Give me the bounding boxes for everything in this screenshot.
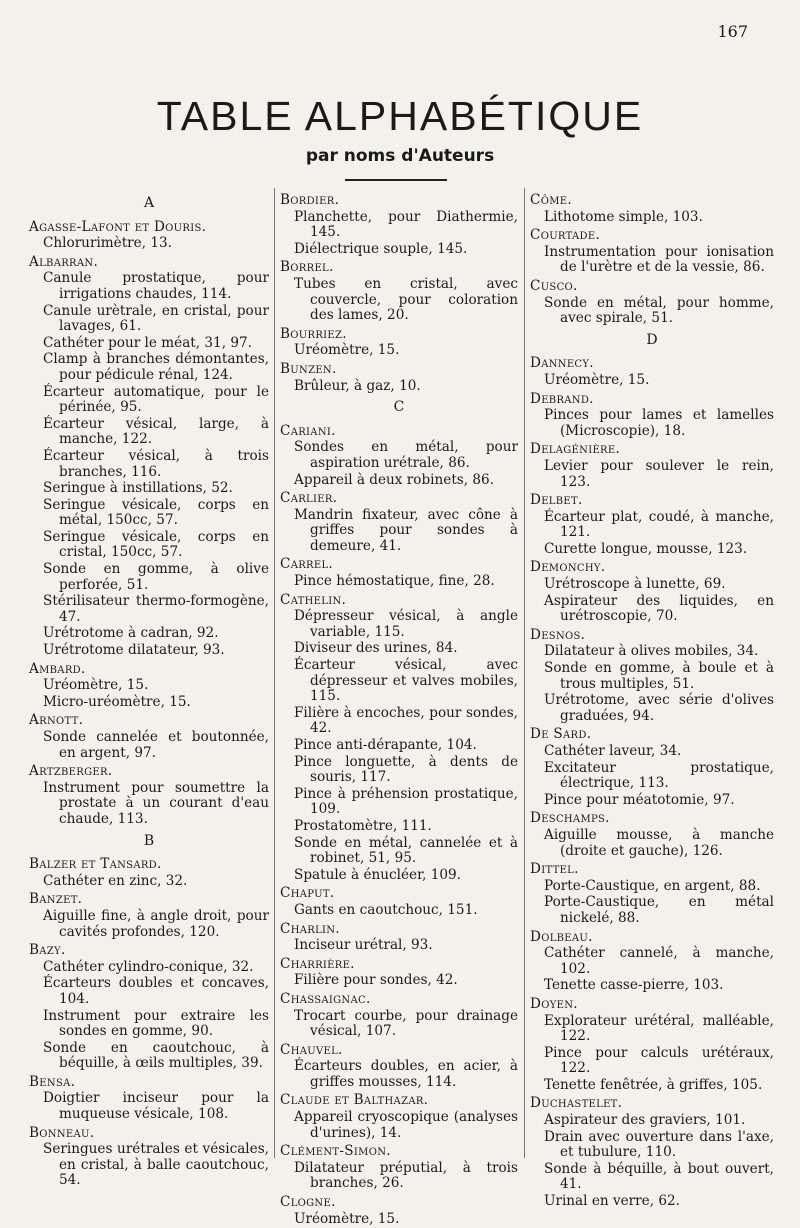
author-name: Claude et Balthazar. (280, 1092, 429, 1109)
author-entry (530, 727, 774, 808)
author-entry (280, 557, 518, 589)
instrument-item: Stérilisateur thermo-formogène, 47. (43, 593, 269, 625)
instrument-item: Pince à préhension prostatique, 109. (294, 785, 518, 818)
author-name: Clément-Simon. (280, 1143, 391, 1160)
instrument-item: Sonde en métal, pour homme, avec spirale, 51. (544, 294, 774, 327)
author-entry (530, 279, 774, 327)
instrument-item: Pince anti-dérapante, 104. (294, 737, 477, 753)
instrument-item: Écarteurs doubles, en acier, à griffes mousses, 114. (294, 1058, 518, 1090)
author-name: Doyen. (530, 995, 578, 1012)
author-name: Dannecy. (530, 355, 594, 372)
instrument-item: Planchette, pour Diathermie, 145. (294, 208, 518, 241)
instrument-item: Urétrotome dilatateur, 93. (43, 642, 225, 659)
author-entry (29, 764, 269, 827)
index-column-3 (530, 190, 774, 1211)
author-entry (530, 1096, 774, 1209)
instrument-item: Appareil cryoscopique (analyses d'urines), 14. (294, 1109, 518, 1141)
instrument-item: Sondes en métal, pour aspiration urétrale, 86. (294, 439, 518, 471)
instrument-item: Pince pour calculs urétéraux, 122. (544, 1044, 774, 1077)
instrument-item: Tenette casse-pierre, 103. (544, 977, 724, 994)
instrument-item: Prostatomètre, 111. (294, 817, 432, 834)
author-entry (530, 442, 774, 490)
author-entry (280, 1043, 518, 1091)
instrument-item: Seringues urétrales et vésicales, en cristal, à balle caoutchouc, 54. (43, 1141, 269, 1189)
author-name: Clogne. (280, 1194, 336, 1211)
instrument-item: Spatule à énucléer, 109. (294, 866, 461, 883)
author-name: Debrand. (530, 390, 594, 407)
instrument-item: Cathéter en zinc, 32. (43, 872, 188, 889)
instrument-item: Écarteur automatique, pour le périnée, 95. (43, 383, 269, 416)
author-name: Agasse-Lafont et Douris. (29, 218, 207, 235)
author-entry (530, 811, 774, 859)
author-entry (280, 957, 518, 989)
author-name: Cariani. (280, 422, 336, 439)
author-name: Duchastelet. (530, 1095, 623, 1112)
instrument-item: Urinal en verre, 62. (544, 1193, 680, 1210)
author-entry (530, 862, 774, 926)
author-name: Bazy. (29, 942, 66, 959)
instrument-item: Pince hémostatique, fine, 28. (294, 573, 495, 590)
author-entry (280, 886, 518, 918)
instrument-item: Écarteur vésical, avec dépresseur et valves mobiles, 115. (294, 657, 518, 705)
instrument-item: Doigtier inciseur pour la muqueuse vésicale, 108. (43, 1090, 269, 1123)
instrument-item: Urétroscope à lunette, 69. (544, 576, 726, 593)
section-letter: C (393, 399, 405, 416)
author-name: Borrel. (280, 259, 334, 276)
author-entry (29, 857, 269, 889)
instrument-item: Dépresseur vésical, à angle variable, 115. (294, 608, 518, 640)
instrument-item: Seringue vésicale, corps en cristal, 150cc, 57. (43, 528, 269, 561)
title-divider (345, 179, 447, 181)
instrument-item: Sonde en métal, cannelée et à robinet, 51, 95. (294, 834, 518, 867)
instrument-item: Pinces pour lames et lamelles (Microscopie), 18. (544, 407, 774, 439)
author-entry (530, 228, 774, 276)
instrument-item: Cathéter cylindro-conique, 32. (43, 958, 254, 975)
author-name: Desnos. (530, 626, 586, 643)
instrument-item: Diélectrique souple, 145. (294, 240, 468, 257)
index-column-2 (280, 190, 518, 1228)
instrument-item: Dilatateur à olives mobiles, 34. (544, 643, 759, 660)
author-entry (280, 922, 518, 954)
author-entry (29, 220, 269, 252)
author-entry (530, 193, 774, 225)
author-name: Bordier. (280, 192, 340, 208)
author-name: Cusco. (530, 277, 578, 294)
instrument-item: Sonde en caoutchouc, à béquille, à œils multiples, 39. (43, 1039, 269, 1072)
instrument-item: Pince longuette, à dents de souris, 117. (294, 753, 518, 786)
author-entry (530, 392, 774, 440)
instrument-item: Seringue vésicale, corps en métal, 150cc, 57. (43, 496, 269, 529)
author-name: Bunzen. (280, 360, 337, 377)
author-entry (280, 362, 518, 394)
index-column-1 (29, 190, 269, 1190)
instrument-item: Sonde en gomme, à boule et à trous multiples, 51. (544, 660, 774, 692)
instrument-item: Explorateur urétéral, malléable, 122. (544, 1012, 774, 1045)
author-entry (280, 1144, 518, 1192)
author-name: Chauvel. (280, 1041, 343, 1058)
author-name: Arnott. (29, 712, 84, 729)
instrument-item: Filière à encoches, pour sondes, 42. (294, 704, 518, 737)
author-name: Bensa. (29, 1073, 76, 1090)
author-name: Courtade. (530, 227, 601, 244)
page-number: 167 (717, 22, 748, 41)
author-entry (29, 255, 269, 659)
instrument-item: Urétrotome, avec série d'olives graduées, 94. (544, 692, 774, 724)
author-entry (280, 327, 518, 359)
instrument-item: Drain avec ouverture dans l'axe, et tubulure, 110. (544, 1128, 774, 1161)
instrument-item: Instrument pour extraire les sondes en gomme, 90. (43, 1007, 269, 1040)
instrument-item: Aiguille mousse, à manche (droite et gauche), 126. (544, 826, 774, 859)
instrument-item: Cathéter pour le méat, 31, 97. (43, 334, 252, 351)
section-letter: A (143, 195, 155, 211)
instrument-item: Excitateur prostatique, électrique, 113. (544, 759, 774, 792)
author-entry (280, 593, 518, 884)
author-name: Banzet. (29, 891, 83, 908)
instrument-item: Porte-Caustique, en métal nickelé, 88. (544, 894, 774, 926)
instrument-item: Appareil à deux robinets, 86. (294, 471, 495, 488)
instrument-item: Lithotome simple, 103. (544, 208, 703, 225)
instrument-item: Tenette fenêtrée, à griffes, 105. (544, 1076, 763, 1093)
author-entry (280, 992, 518, 1040)
instrument-item: Instrumentation pour ionisation de l'urètre et de la vessie, 86. (544, 243, 774, 276)
instrument-item: Aspirateur des liquides, en urétroscopie, 70. (544, 592, 774, 625)
section-letter: B (143, 832, 155, 849)
author-name: Charlin. (280, 920, 340, 937)
instrument-item: Aspirateur des graviers, 101. (544, 1112, 746, 1129)
author-name: Demonchy. (530, 559, 606, 576)
author-name: De Sard. (530, 726, 592, 743)
author-entry (29, 1126, 269, 1189)
instrument-item: Sonde cannelée et boutonnée, en argent, 97. (43, 729, 269, 761)
instrument-item: Urétrotome à cadran, 92. (43, 625, 219, 642)
page-subtitle: par noms d'Auteurs (305, 146, 495, 166)
author-name: Albarran. (29, 253, 99, 270)
author-name: Delagénière. (530, 441, 621, 458)
instrument-item: Diviseur des urines, 84. (294, 640, 458, 657)
instrument-item: Chlorurimètre, 13. (43, 235, 172, 252)
instrument-item: Mandrin fixateur, avec cône à griffes pour sondes à demeure, 41. (294, 506, 518, 554)
author-entry (530, 930, 774, 994)
author-entry (530, 493, 774, 557)
instrument-item: Sonde à béquille, à bout ouvert, 41. (544, 1160, 774, 1193)
author-name: Côme. (530, 192, 572, 208)
instrument-item: Uréomètre, 15. (544, 371, 650, 388)
author-entry (29, 713, 269, 761)
page-title: TABLE ALPHABÉTIQUE (156, 93, 644, 139)
instrument-item: Aiguille fine, à angle droit, pour cavités profondes, 120. (43, 907, 269, 940)
instrument-item: Uréomètre, 15. (43, 677, 149, 694)
instrument-item: Levier pour soulever le rein, 123. (544, 457, 774, 490)
column-divider (274, 188, 275, 1158)
instrument-item: Pince pour méatotomie, 97. (544, 791, 735, 808)
author-entry (280, 1195, 518, 1227)
author-entry (29, 662, 269, 711)
author-name: Ambard. (29, 660, 86, 677)
author-entry (280, 491, 518, 554)
author-entry (29, 1075, 269, 1123)
instrument-item: Filière pour sondes, 42. (294, 972, 458, 989)
author-name: Balzer et Tansard. (29, 856, 162, 873)
author-name: Charrière. (280, 955, 355, 972)
author-name: Bonneau. (29, 1124, 95, 1141)
author-name: Cathelin. (280, 591, 347, 608)
instrument-item: Uréomètre, 15. (294, 342, 400, 359)
author-entry (280, 424, 518, 488)
instrument-item: Écarteur vésical, large, à manche, 122. (43, 415, 269, 448)
author-entry (530, 628, 774, 725)
instrument-item: Dilatateur préputial, à trois branches, 26. (294, 1159, 518, 1192)
instrument-item: Cathéter cannelé, à manche, 102. (544, 945, 774, 977)
instrument-item: Brûleur, à gaz, 10. (294, 377, 421, 394)
instrument-item: Curette longue, mousse, 123. (544, 540, 748, 557)
author-entry (530, 356, 774, 388)
author-name: Bourriez. (280, 325, 347, 342)
author-name: Dittel. (530, 861, 579, 878)
instrument-item: Sonde en gomme, à olive perforée, 51. (43, 561, 269, 593)
instrument-item: Cathéter laveur, 34. (544, 743, 682, 759)
section-letter: D (646, 331, 658, 348)
instrument-item: Trocart courbe, pour drainage vésical, 107. (294, 1007, 518, 1040)
instrument-item: Gants en caoutchouc, 151. (294, 901, 478, 918)
author-name: Deschamps. (530, 810, 610, 827)
author-entry (29, 943, 269, 1072)
instrument-item: Tubes en cristal, avec couvercle, pour coloration des lames, 20. (294, 275, 518, 324)
instrument-item: Écarteurs doubles et concaves, 104. (43, 975, 269, 1007)
instrument-item: Seringue à instillations, 52. (43, 480, 233, 497)
author-name: Dolbeau. (530, 928, 593, 945)
author-entry (280, 260, 518, 323)
column-divider (524, 188, 525, 1158)
instrument-item: Écarteur vésical, à trois branches, 116. (43, 447, 269, 480)
instrument-item: Uréomètre, 15. (294, 1210, 400, 1227)
instrument-item: Instrument pour soumettre la prostate à un courant d'eau chaude, 113. (43, 779, 269, 827)
author-name: Carrel. (280, 556, 334, 573)
instrument-item: Canule prostatique, pour irrigations chaudes, 114. (43, 270, 269, 302)
author-name: Artzberger. (29, 763, 113, 780)
instrument-item: Clamp à branches démontantes, pour pédicule rénal, 124. (43, 351, 269, 383)
instrument-item: Canule urètrale, en cristal, pour lavages, 61. (43, 302, 269, 335)
instrument-item: Micro-uréomètre, 15. (43, 693, 191, 710)
author-name: Carlier. (280, 490, 338, 507)
author-entry (280, 193, 518, 257)
author-entry (530, 560, 774, 624)
author-entry (530, 997, 774, 1094)
author-name: Chassaignac. (280, 990, 371, 1007)
instrument-item: Écarteur plat, coudé, à manche, 121. (544, 508, 774, 541)
instrument-item: Porte-Caustique, en argent, 88. (544, 877, 761, 894)
instrument-item: Inciseur urétral, 93. (294, 937, 433, 954)
author-name: Delbet. (530, 492, 583, 509)
author-entry (280, 1093, 518, 1141)
author-name: Chaput. (280, 885, 335, 902)
author-entry (29, 892, 269, 940)
